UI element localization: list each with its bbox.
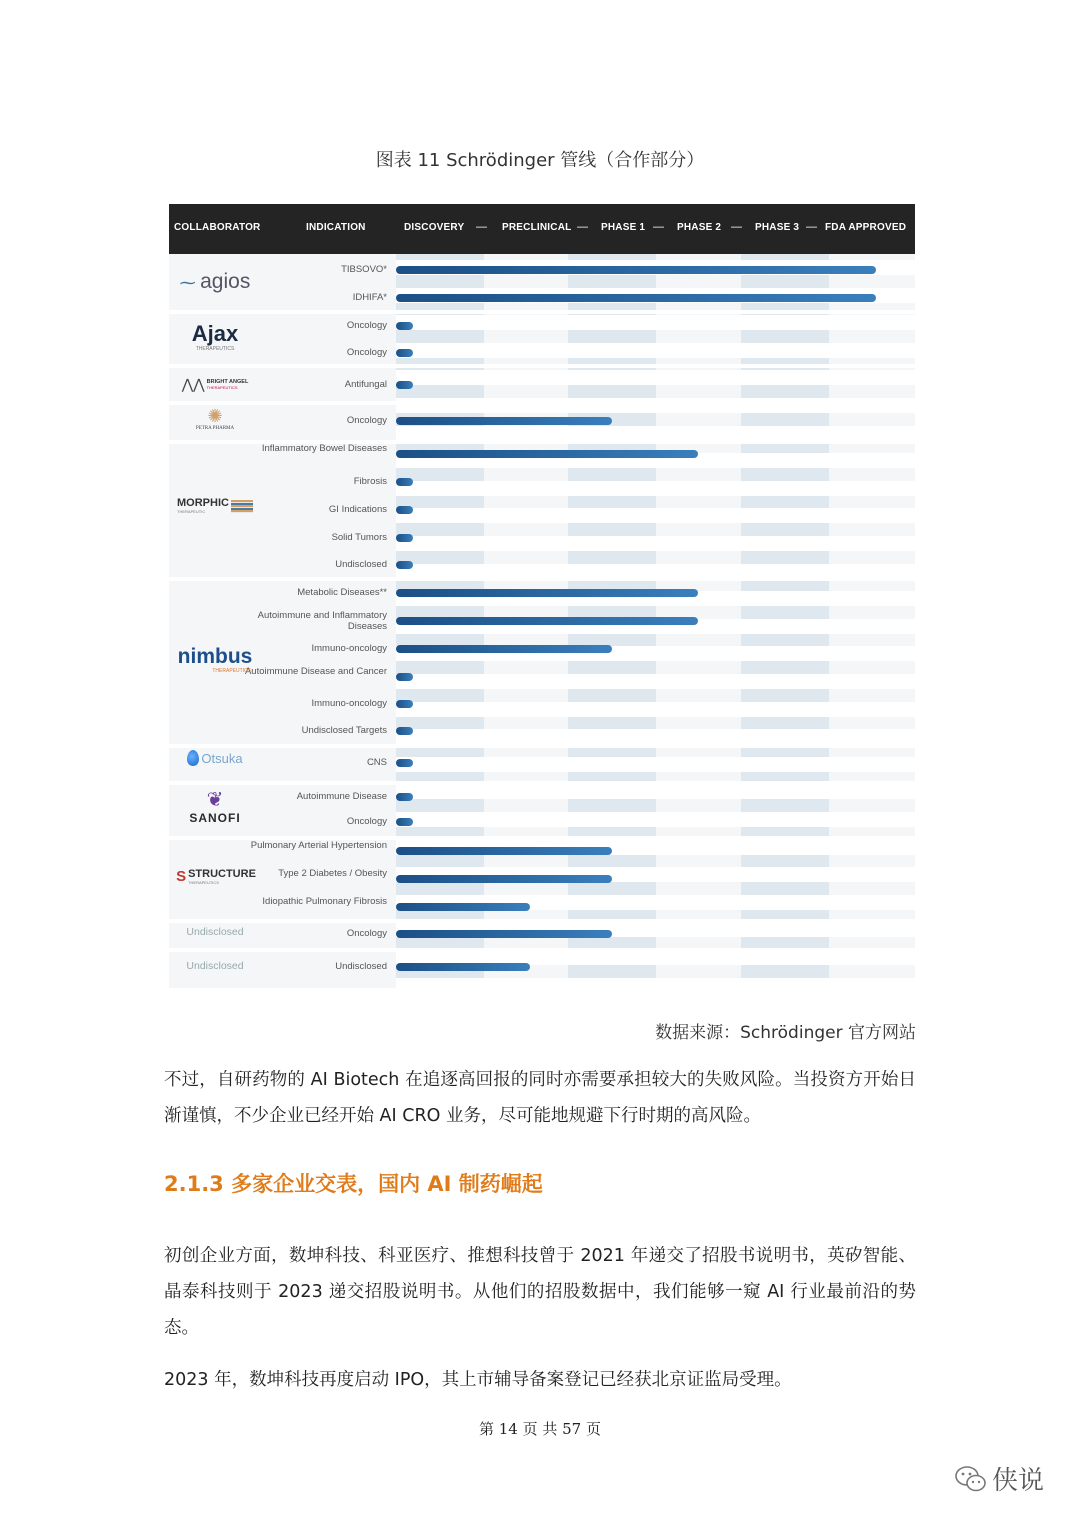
pipeline-chart: [169, 204, 915, 988]
indication-label: Oncology: [346, 415, 387, 426]
indication-label: Idiopathic Pulmonary Fibrosis: [262, 896, 387, 907]
sanofi-bird-icon: ❦: [206, 789, 224, 811]
wechat-icon: [954, 1464, 988, 1494]
row-stripe: [396, 315, 915, 330]
row-stripe: [396, 536, 915, 551]
indication-label: Inflammatory Bowel Diseases: [261, 443, 387, 454]
mountain-icon: ⋀⋀: [181, 376, 205, 392]
watermark-text: 侠说: [991, 1466, 1044, 1496]
group-separator: [169, 401, 915, 405]
indication-label: GI Indications: [328, 504, 387, 515]
indication-label: IDHIFA*: [352, 292, 387, 303]
row-stripe: [396, 481, 915, 496]
pipeline-bar: [396, 847, 612, 855]
ajax-logo: Ajax THERAPEUTICS: [191, 321, 239, 352]
header-dash: —: [806, 221, 817, 233]
pipeline-bar: [396, 673, 413, 681]
row-stripe: [396, 784, 915, 799]
pipeline-bar: [396, 727, 413, 735]
paragraph-1: 不过，自研药物的 AI Biotech 在追逐高回报的同时亦需要承担较大的失败风险。当投资方开始日渐谨慎，不少企业已经开始 AI CRO 业务，尽可能地规避下行时期的高风险。: [164, 1070, 916, 1126]
structure-logo: S STRUCTURE THERAPEUTICS: [176, 867, 256, 885]
header-dash: —: [653, 221, 664, 233]
row-stripe: [396, 508, 915, 523]
row-stripe: [396, 370, 915, 385]
indication-label: Pulmonary Arterial Hypertension: [250, 840, 387, 851]
group-separator: [169, 948, 915, 952]
page-number: 第 14 页 共 57 页: [478, 1420, 601, 1438]
otsuka-drop-icon: [187, 750, 199, 766]
indication-label: CNS: [366, 757, 387, 768]
pipeline-bar: [396, 903, 530, 911]
indication-label: Antifungal: [344, 379, 387, 390]
pipeline-bar: [396, 506, 413, 514]
indication-label: Autoimmune Disease: [296, 791, 387, 802]
sanofi-logo: ❦ SANOFI: [173, 789, 257, 825]
header-dash: —: [577, 221, 588, 233]
pipeline-bar: [396, 617, 698, 625]
header-fda: FDA APPROVED: [825, 222, 907, 233]
header-discovery: DISCOVERY: [404, 222, 465, 233]
indication-label: Undisclosed: [335, 961, 387, 972]
pipeline-bar: [396, 759, 413, 767]
group-separator: [169, 781, 915, 785]
indication-label: Fibrosis: [353, 476, 387, 487]
nimbus-logo: nimbus THERAPEUTICS: [177, 645, 253, 674]
petra-sun-icon: ✺: [207, 406, 223, 426]
chart-header: [169, 204, 915, 254]
indication-label: Solid Tumors: [331, 532, 387, 543]
header-phase1: PHASE 1: [601, 222, 646, 233]
row-stripe: [396, 343, 915, 358]
pipeline-bar: [396, 793, 413, 801]
pipeline-bar: [396, 417, 612, 425]
indication-label: Metabolic Diseases**: [297, 587, 387, 598]
pipeline-bar: [396, 700, 413, 708]
pipeline-bar: [396, 875, 612, 883]
indication-label: Immuno-oncology: [311, 698, 387, 709]
data-source: 数据来源：Schrödinger 官方网站: [655, 1023, 916, 1043]
indication-label: TIBSOVO*: [341, 264, 387, 275]
header-dash: —: [731, 221, 742, 233]
group-separator: [169, 310, 915, 314]
morphic-stripes-icon: [231, 500, 253, 513]
header-dash: —: [476, 221, 487, 233]
group-separator: [169, 577, 915, 581]
pipeline-bar: [396, 963, 530, 971]
row-stripe: [396, 702, 915, 717]
section-title: 2.1.3 多家企业交表，国内 AI 制药崛起: [164, 1172, 543, 1196]
pipeline-bar: [396, 381, 413, 389]
pipeline-bar: [396, 478, 413, 486]
pipeline-bar: [396, 349, 413, 357]
indication-label: Oncology: [346, 320, 387, 331]
bright-angel-logo: ⋀⋀ BRIGHT ANGEL THERAPEUTICS: [181, 376, 249, 392]
pipeline-bar: [396, 561, 413, 569]
indication-label: Autoimmune and Inflammatory Diseases: [257, 610, 387, 632]
structure-s-icon: S: [176, 868, 187, 885]
row-stripe: [396, 757, 915, 772]
header-phase2: PHASE 2: [677, 222, 722, 233]
indication-label: Immuno-oncology: [311, 643, 387, 654]
agios-logo: ⁓ agios: [179, 270, 251, 293]
indication-label: Undisclosed Targets: [301, 725, 387, 736]
paragraph-3: 2023 年，数坤科技再度启动 IPO，其上市辅导备案登记已经获北京证监局受理。: [164, 1370, 792, 1390]
row-stripe: [396, 978, 915, 993]
row-stripe: [396, 729, 915, 744]
pipeline-bar: [396, 294, 876, 302]
row-stripe: [396, 426, 915, 441]
pipeline-bar: [396, 645, 612, 653]
undisclosed-collaborator-2: Undisclosed: [186, 960, 244, 972]
watermark: [954, 1460, 1044, 1497]
indication-label: Oncology: [346, 816, 387, 827]
pipeline-bar: [396, 818, 413, 826]
indication-label: Undisclosed: [335, 559, 387, 570]
pipeline-bar: [396, 450, 698, 458]
group-separator: [169, 744, 915, 748]
pipeline-bar: [396, 534, 413, 542]
agios-wave-icon: ⁓: [179, 275, 196, 292]
header-indication: INDICATION: [306, 222, 366, 233]
indication-label: Autoimmune Disease and Cancer: [244, 666, 387, 677]
pipeline-bar: [396, 589, 698, 597]
paragraph-2: 初创企业方面，数坤科技、科亚医疗、推想科技曾于 2021 年递交了招股书说明书，英矽智能、晶泰科技则于 2023 递交招股说明书。从他们的招股数据中，我们能够一窥 AI 行业最前沿的势态。: [164, 1246, 916, 1338]
header-phase3: PHASE 3: [755, 222, 800, 233]
morphic-logo: MORPHIC THERAPEUTIC: [173, 498, 257, 514]
pipeline-bar: [396, 266, 876, 274]
petra-pharma-logo: ✺ PETRA PHARMA: [173, 406, 257, 431]
row-stripe: [396, 812, 915, 827]
indication-label: Oncology: [346, 928, 387, 939]
pipeline-bar: [396, 930, 612, 938]
otsuka-logo: Otsuka: [173, 750, 257, 766]
undisclosed-collaborator-1: Undisclosed: [186, 926, 244, 938]
pipeline-bar: [396, 322, 413, 330]
indication-label: Oncology: [346, 347, 387, 358]
indication-label: Type 2 Diabetes / Obesity: [278, 868, 387, 879]
row-stripe: [396, 674, 915, 689]
header-collaborator: COLLABORATOR: [174, 222, 261, 233]
figure-title: 图表 11 Schrödinger 管线（合作部分）: [375, 150, 705, 171]
header-preclinical: PRECLINICAL: [502, 222, 572, 233]
group-separator: [169, 364, 915, 368]
group-separator: [169, 919, 915, 923]
